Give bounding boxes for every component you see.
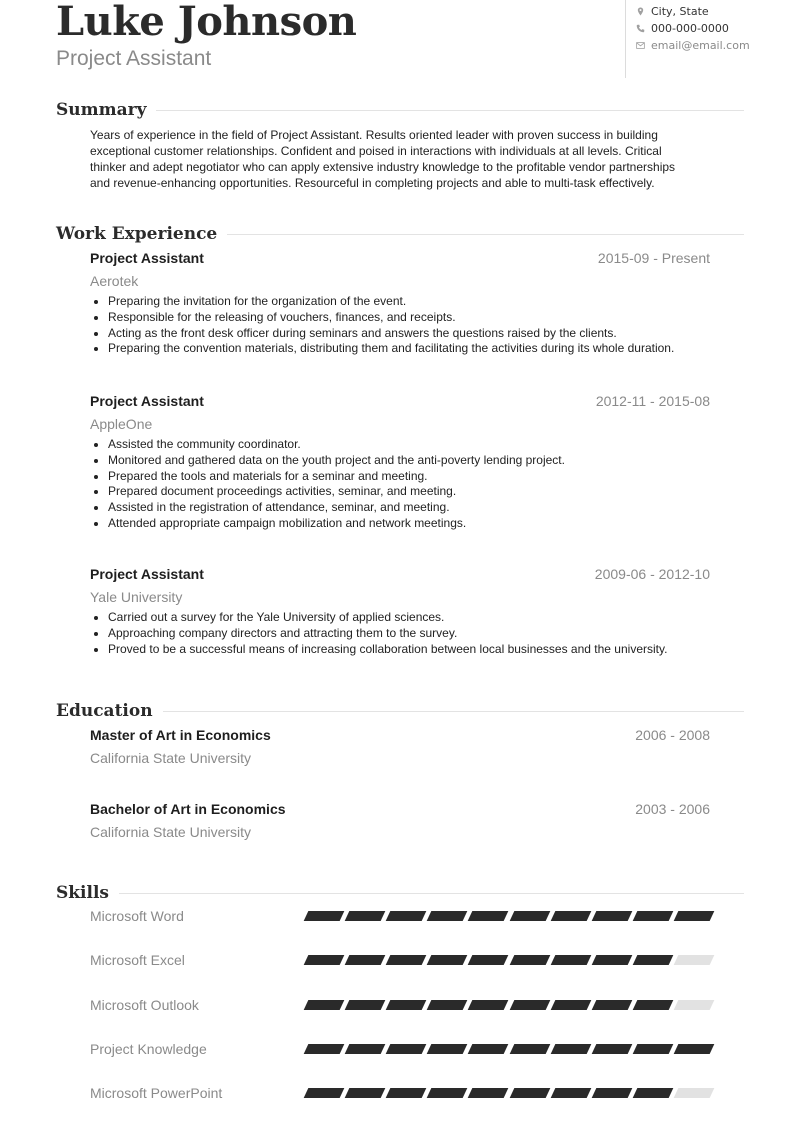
skill-segment-filled bbox=[345, 911, 386, 921]
education-dates: 2006 - 2008 bbox=[635, 727, 710, 743]
phone-icon bbox=[636, 24, 645, 33]
skill-row bbox=[90, 950, 712, 970]
skill-segment-filled bbox=[509, 955, 550, 965]
skill-segment-filled bbox=[345, 1044, 386, 1054]
job-dates: 2012-11 - 2015-08 bbox=[595, 393, 710, 409]
skill-segment-filled bbox=[550, 955, 591, 965]
skill-segment-filled bbox=[304, 1000, 345, 1010]
skill-level-bar bbox=[306, 1000, 712, 1010]
job-dates: 2015-09 - Present bbox=[597, 250, 710, 266]
skill-name: Microsoft Excel bbox=[90, 952, 185, 968]
skill-segment-filled bbox=[304, 911, 345, 921]
skill-segment-filled bbox=[591, 1000, 632, 1010]
skill-segment-filled bbox=[509, 1088, 550, 1098]
skill-segment-filled bbox=[633, 911, 674, 921]
skill-segment-filled bbox=[345, 1088, 386, 1098]
job-company: Yale University bbox=[90, 589, 183, 605]
work-heading-label: Work Experience bbox=[56, 224, 218, 244]
skill-segment-filled bbox=[509, 911, 550, 921]
skill-segment-filled bbox=[550, 1088, 591, 1098]
skill-segment-filled bbox=[386, 1000, 427, 1010]
job-header bbox=[90, 393, 710, 413]
contact-email[interactable] bbox=[636, 37, 800, 54]
skill-segment-empty bbox=[674, 1000, 715, 1010]
job-company: AppleOne bbox=[90, 416, 153, 432]
job-bullets bbox=[90, 437, 710, 532]
job-title: Project Assistant bbox=[90, 393, 204, 409]
skill-segment-filled bbox=[509, 1000, 550, 1010]
job-bullet: Carried out a survey for the Yale University of applied sciences. bbox=[90, 610, 710, 626]
skill-segment-filled bbox=[550, 1044, 591, 1054]
skill-segment-filled bbox=[633, 1044, 674, 1054]
education-school: California State University bbox=[90, 750, 252, 766]
skill-segment-filled bbox=[427, 1088, 468, 1098]
education-entry bbox=[90, 727, 710, 769]
education-dates: 2003 - 2006 bbox=[635, 801, 710, 817]
job-bullets bbox=[90, 294, 710, 357]
skill-level-bar bbox=[306, 1044, 712, 1054]
skill-segment-empty bbox=[674, 1088, 715, 1098]
summary-text bbox=[90, 127, 710, 191]
job-header bbox=[90, 566, 710, 586]
education-degree: Master of Art in Economics bbox=[90, 727, 271, 743]
skill-name: Microsoft Word bbox=[90, 908, 184, 924]
job-bullet: Acting as the front desk officer during seminars and answers the questions raised by the clients. bbox=[90, 326, 710, 342]
skill-segment-filled bbox=[591, 955, 632, 965]
job-company: Aerotek bbox=[90, 273, 139, 289]
summary-line: and revenue-enhancing opportunities. Resourceful in completing projects and able to multi-task effectively. bbox=[90, 176, 655, 190]
skill-name: Microsoft Outlook bbox=[90, 997, 199, 1013]
envelope-icon bbox=[636, 41, 645, 50]
summary-heading-label: Summary bbox=[56, 100, 147, 120]
contact-phone bbox=[636, 20, 800, 37]
skill-row bbox=[90, 906, 712, 926]
skill-segment-filled bbox=[427, 1044, 468, 1054]
skill-segment-empty bbox=[674, 955, 715, 965]
summary-line: exceptional customer relationships. Confident and poised in interactions with individuals at all levels. Critical bbox=[90, 144, 662, 158]
education-entry bbox=[90, 801, 710, 843]
summary-heading bbox=[56, 100, 744, 120]
job-entry bbox=[90, 393, 710, 532]
job-entry bbox=[90, 566, 710, 657]
skills-heading bbox=[56, 883, 744, 903]
skill-segment-filled bbox=[304, 1044, 345, 1054]
skill-level-bar bbox=[306, 955, 712, 965]
skills-divider bbox=[119, 893, 744, 894]
skill-segment-filled bbox=[345, 1000, 386, 1010]
skills-heading-label: Skills bbox=[56, 883, 110, 903]
job-title: Project Assistant bbox=[90, 566, 204, 582]
candidate-role: Project Assistant bbox=[56, 47, 212, 70]
skill-segment-filled bbox=[386, 1044, 427, 1054]
skill-segment-filled bbox=[468, 911, 509, 921]
skill-segment-filled bbox=[468, 955, 509, 965]
job-bullet: Prepared document proceedings activities, seminar, and meeting. bbox=[90, 484, 710, 500]
skill-segment-filled bbox=[509, 1044, 550, 1054]
job-bullet: Proved to be a successful means of increasing collaboration between local businesses and the university. bbox=[90, 642, 710, 658]
job-bullet: Responsible for the releasing of vouchers, finances, and receipts. bbox=[90, 310, 710, 326]
skill-segment-filled bbox=[468, 1000, 509, 1010]
skill-segment-filled bbox=[674, 911, 715, 921]
skill-name: Project Knowledge bbox=[90, 1041, 207, 1057]
job-bullet: Monitored and gathered data on the youth project and the anti-poverty lending project. bbox=[90, 453, 710, 469]
skill-segment-filled bbox=[304, 1088, 345, 1098]
skill-segment-filled bbox=[304, 955, 345, 965]
skill-segment-filled bbox=[468, 1088, 509, 1098]
education-degree: Bachelor of Art in Economics bbox=[90, 801, 286, 817]
job-bullet: Approaching company directors and attracting them to the survey. bbox=[90, 626, 710, 642]
contact-location bbox=[636, 3, 800, 20]
job-title: Project Assistant bbox=[90, 250, 204, 266]
skill-name: Microsoft PowerPoint bbox=[90, 1085, 223, 1101]
skill-row bbox=[90, 1083, 712, 1103]
skill-segment-filled bbox=[468, 1044, 509, 1054]
location-pin-icon bbox=[636, 7, 645, 16]
education-header bbox=[90, 801, 710, 821]
skill-level-bar bbox=[306, 1088, 712, 1098]
skill-segment-filled bbox=[633, 1088, 674, 1098]
candidate-name: Luke Johnson bbox=[56, 0, 357, 45]
job-header bbox=[90, 250, 710, 270]
job-bullet: Assisted in the registration of attendance, seminar, and meeting. bbox=[90, 500, 710, 516]
job-bullet: Attended appropriate campaign mobilization and network meetings. bbox=[90, 516, 710, 532]
contact-phone-text: 000-000-0000 bbox=[651, 22, 729, 35]
work-divider bbox=[227, 234, 744, 235]
skill-segment-filled bbox=[633, 955, 674, 965]
skill-segment-filled bbox=[345, 955, 386, 965]
job-entry bbox=[90, 250, 710, 357]
skill-segment-filled bbox=[550, 1000, 591, 1010]
skill-segment-filled bbox=[591, 1088, 632, 1098]
skill-segment-filled bbox=[633, 1000, 674, 1010]
skill-segment-filled bbox=[591, 1044, 632, 1054]
job-dates: 2009-06 - 2012-10 bbox=[594, 566, 710, 582]
skill-level-bar bbox=[306, 911, 712, 921]
skill-segment-filled bbox=[427, 955, 468, 965]
education-heading bbox=[56, 701, 744, 721]
job-bullet: Assisted the community coordinator. bbox=[90, 437, 710, 453]
skill-segment-filled bbox=[550, 911, 591, 921]
contact-email-text[interactable]: email@email.com bbox=[651, 39, 750, 52]
summary-line: thinker and adept negotiator who can apply extensive industry knowledge to the profitable vendor partnerships bbox=[90, 160, 676, 174]
job-bullet: Preparing the invitation for the organization of the event. bbox=[90, 294, 710, 310]
contact-location-text: City, State bbox=[651, 5, 709, 18]
education-school: California State University bbox=[90, 824, 252, 840]
job-bullets bbox=[90, 610, 710, 657]
summary-divider bbox=[156, 110, 744, 111]
skill-segment-filled bbox=[386, 911, 427, 921]
job-bullet: Preparing the convention materials, distributing them and facilitating the activities during its whole duration. bbox=[90, 341, 710, 357]
contact-block bbox=[625, 0, 800, 78]
skill-segment-filled bbox=[591, 911, 632, 921]
education-header bbox=[90, 727, 710, 747]
skill-row bbox=[90, 1039, 712, 1059]
education-heading-label: Education bbox=[56, 701, 153, 721]
job-bullet: Prepared the tools and materials for a seminar and meeting. bbox=[90, 469, 710, 485]
summary-line: Years of experience in the field of Project Assistant. Results oriented leader with proven success in building bbox=[90, 128, 658, 142]
skill-segment-filled bbox=[427, 1000, 468, 1010]
education-divider bbox=[163, 711, 744, 712]
work-heading bbox=[56, 224, 744, 244]
skill-row bbox=[90, 995, 712, 1015]
skill-segment-filled bbox=[386, 1088, 427, 1098]
skill-segment-filled bbox=[674, 1044, 715, 1054]
skill-segment-filled bbox=[386, 955, 427, 965]
skill-segment-filled bbox=[427, 911, 468, 921]
